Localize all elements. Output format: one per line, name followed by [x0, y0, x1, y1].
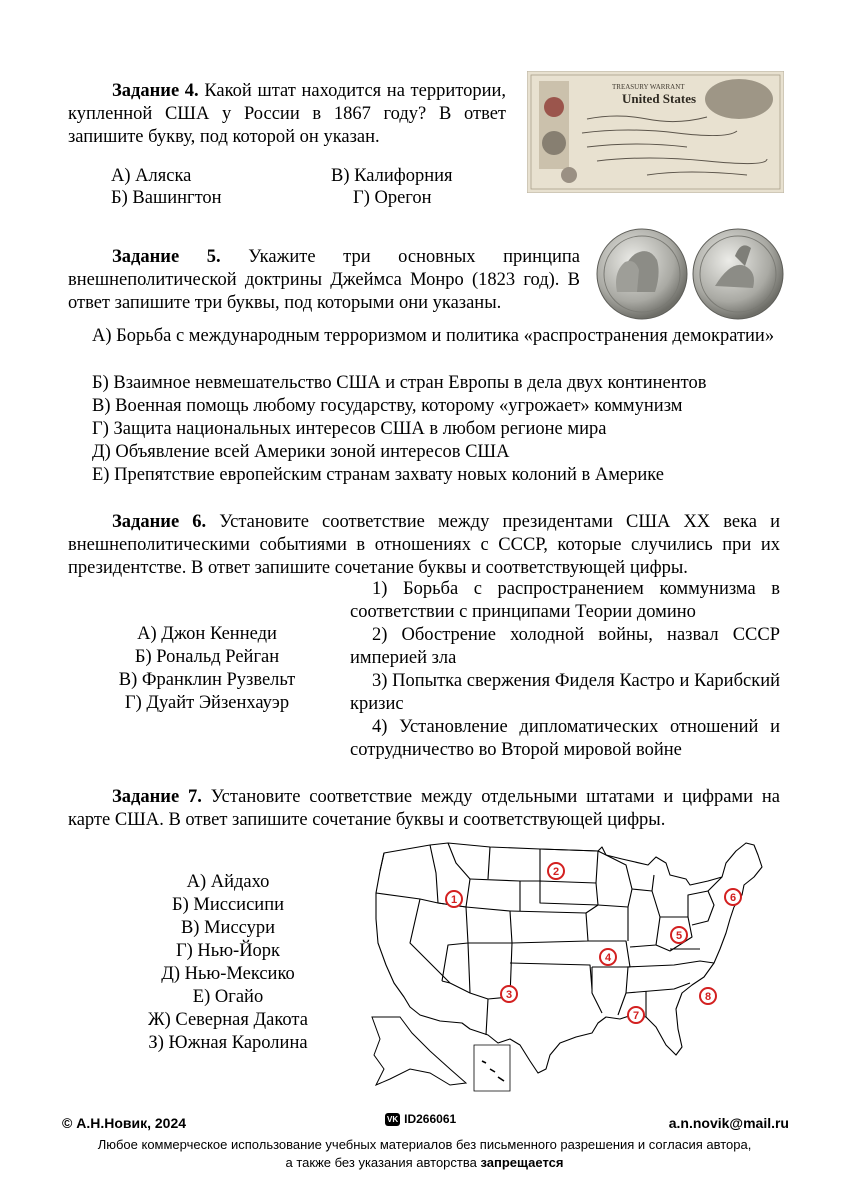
- task4-label: Задание 4.: [112, 81, 199, 101]
- footer-notice: [20, 1136, 829, 1172]
- footer-notice-line2: [20, 1154, 829, 1172]
- state-item: Ж) Северная Дакота: [148, 1010, 308, 1030]
- state-item: З) Южная Каролина: [148, 1033, 308, 1053]
- task5-option: А) Борьба с международным терроризмом и политика «распространения демократии»: [92, 326, 775, 346]
- footer-notice-bold: запрещается: [480, 1155, 564, 1170]
- task6-event: 3) Попытка свержения Фиделя Кастро и Карибский кризис: [350, 671, 780, 714]
- state-item: В) Миссури: [180, 918, 276, 938]
- task5-option: Б) Взаимное невмешательство США и стран Европы в дела двух континентов: [92, 373, 707, 393]
- president-item: А) Джон Кеннеди: [137, 624, 277, 644]
- task5-label: Задание 5.: [112, 247, 221, 267]
- task5-question: [68, 246, 580, 315]
- task7-question: [68, 786, 780, 832]
- footer-email[interactable]: a.n.novik@mail.ru: [668, 1115, 789, 1131]
- map-marker-3: [501, 986, 517, 1002]
- task6-question: [68, 511, 780, 580]
- vk-icon: VK: [387, 1114, 399, 1124]
- map-marker-6: [725, 889, 741, 905]
- task4-text: Какой штат находится на территории, купленной США у России в 1867 году? В ответ запишите букву, под которой он указан.: [68, 81, 507, 147]
- footer-vk[interactable]: [385, 1112, 456, 1126]
- task4-option: В) Калифорния: [331, 166, 453, 186]
- task4-option: Г) Орегон: [353, 188, 432, 208]
- map-marker-2: [548, 863, 564, 879]
- task6-event: 2) Обострение холодной войны, назвал СССР империей зла: [350, 625, 780, 668]
- vk-id: ID266061: [404, 1112, 457, 1126]
- task4-option: А) Аляска: [111, 166, 192, 186]
- president-item: В) Франклин Рузвельт: [118, 670, 296, 690]
- president-item: Б) Рональд Рейган: [134, 647, 280, 667]
- task5-option: Г) Защита национальных интересов США в любом регионе мира: [92, 419, 607, 439]
- footer-copyright: © А.Н.Новик, 2024: [62, 1115, 187, 1131]
- task6-label: Задание 6.: [112, 512, 207, 532]
- state-item: Б) Миссисипи: [172, 895, 284, 915]
- task4-option: Б) Вашингтон: [111, 188, 222, 208]
- svg-text:7: 7: [632, 1010, 640, 1022]
- svg-text:5: 5: [675, 930, 683, 942]
- map-marker-8: [700, 988, 716, 1004]
- task6-event: 4) Установление дипломатических отношений и сотрудничество во Второй мировой войне: [350, 717, 780, 760]
- warrant-title: United States: [622, 91, 697, 106]
- svg-text:6: 6: [729, 892, 737, 904]
- footer-notice-line1: Любое коммерческое использование учебных материалов без письменного разрешения и согласия автора,: [97, 1137, 752, 1152]
- task7-states: [110, 871, 346, 1055]
- footer-notice-text: а также без указания авторства: [285, 1155, 477, 1170]
- task5-option: В) Военная помощь любому государству, которому «угрожает» коммунизм: [92, 396, 683, 416]
- state-item: Е) Огайо: [192, 987, 264, 1007]
- warrant-header: TREASURY WARRANT: [612, 83, 685, 91]
- map-marker-4: [600, 949, 616, 965]
- task7-text: Установите соответствие между отдельными штатами и цифрами на карте США. В ответ запишите сочетание буквы и соответствующей цифры.: [68, 787, 781, 830]
- svg-text:2: 2: [552, 866, 560, 878]
- map-marker-1: [446, 891, 462, 907]
- task4-question: [68, 80, 506, 149]
- state-item: Г) Нью-Йорк: [175, 941, 281, 961]
- map-marker-7: [628, 1007, 644, 1023]
- task5-text: Укажите три основных принципа внешнеполитической доктрины Джеймса Монро (1823 год). В ответ запишите три буквы, под которыми они указаны.: [68, 247, 580, 313]
- treasury-warrant-image: [527, 71, 784, 193]
- task5-option: Д) Объявление всей Америки зоной интересов США: [92, 442, 510, 462]
- task6-event: 1) Борьба с распространением коммунизма в соответствии с принципами Теории домино: [350, 579, 780, 622]
- task6-presidents: [92, 623, 322, 715]
- task7-label: Задание 7.: [112, 787, 202, 807]
- task6-text: Установите соответствие между президентами США XX века и внешнеполитическими событиями в отношениях с СССР, которые случились при их президентстве. В ответ запишите сочетание буквы и соответствующей цифры.: [68, 512, 781, 578]
- task5-option: Е) Препятствие европейским странам захвату новых колоний в Америке: [92, 465, 665, 485]
- svg-text:3: 3: [505, 989, 513, 1001]
- monroe-coins-image: [595, 226, 787, 322]
- svg-text:1: 1: [450, 894, 458, 906]
- svg-text:8: 8: [704, 991, 712, 1003]
- state-item: А) Айдахо: [186, 872, 270, 892]
- president-item: Г) Дуайт Эйзенхауэр: [124, 693, 290, 713]
- svg-text:4: 4: [604, 952, 612, 964]
- state-item: Д) Нью-Мексико: [161, 964, 295, 984]
- map-marker-5: [671, 927, 687, 943]
- usa-map: [370, 833, 782, 1095]
